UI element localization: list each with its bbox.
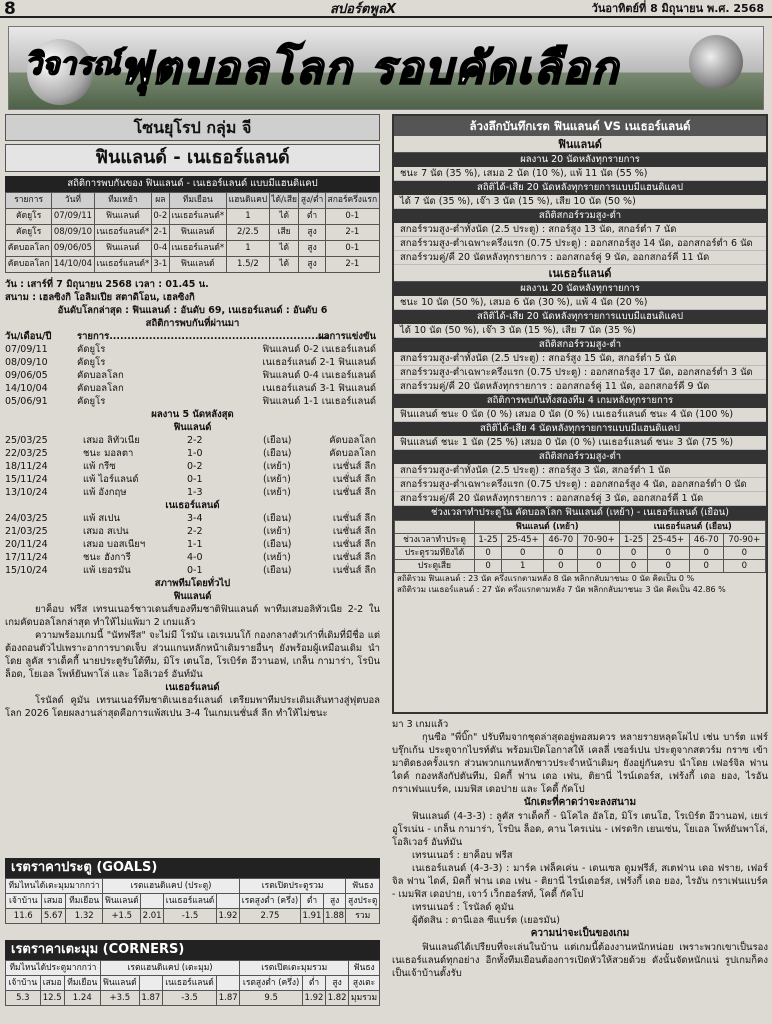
fin-paragraph-1: ยาค็อบ ฟรีส เทรนเนอร์ชาวเดนส์ของทีมชาติฟินแลนด์ พาทีมเสมอลิทัวเนีย 2-2 ในเกมคัดบอลโลกล่าสุด ทำให้ไม่แพ้มา 2 เกมแล้ว xyxy=(5,604,380,628)
table-row xyxy=(6,257,380,273)
odds-subheader: ต่ำ xyxy=(302,976,325,991)
fin-paragraph-2: ความพร้อมเกมนี้ "นัทฟรีส" จะไม่มี โรมัน เอเรเมนโก้ กองกลางตัวเก๋าที่เดิมที่มีชื่อ แต่ต้องถอนตัวไปเพราะอาการบาดเจ็บ ส่วนแกนหลักหน้าเดิมรายอื่นๆ ยังพร้อมผู้เหมือนเดิม นำโดย ลูคัส ราเด็คกี้ นายประตูรับใต้ทีม, มิโร เตนโฮ, โรเบิร์ต อีวานอฟ, เกล็น กามาร่า, โรบิน ล็อด, โยเอล โพห์ยันพาโล่ และ โอลิเวอร์ อันท์มัน xyxy=(5,630,380,680)
odds-value: 2.75 xyxy=(239,909,300,924)
fin-overall-label: ฟินแลนด์ xyxy=(173,591,212,602)
corners-odds-table: ทีมไหนได้ประตูมากกว่า เรตแฮนดิแคป (เตะมุม) เรตเปิดเตะมุมรวม ฟันธง เจ้าบ้าน เสมอ ทีมเยือน ฟินแลนด์ เนเธอร์แลนด์ เรตสูงต่ำ (ครึ่ง) ต่ำ สูง สูงเตะ 5.3 12.5 1.24 +3.5 1.87 -3.5 1.87 9.5 1.92 1.82 มุมรวม xyxy=(5,960,380,1006)
table-row xyxy=(6,225,380,241)
h2h-column-header: ผล xyxy=(152,193,169,209)
table-cell: 0-1 xyxy=(325,241,379,257)
odds-subheader: สูง xyxy=(326,976,349,991)
odds-subheader: ทีมเยือน xyxy=(66,894,103,909)
odds-value: 1.87 xyxy=(217,991,240,1006)
form-row: 25/03/25 เสมอ ลิทัวเนีย 2-2 (เยือน) คัดบอลโลก xyxy=(5,435,376,446)
table-cell: 0 xyxy=(502,547,544,560)
table-cell: เสีย xyxy=(269,225,299,241)
scoring-period-title: ช่วงเวลาทำประตูใน คัดบอลโลก ฟินแลนด์ (เหย้า) - เนเธอร์แลนด์ (เยือน) xyxy=(394,506,766,520)
form-row: 20/11/24 เสมอ บอสเนียฯ 1-1 (เยือน) เนชั่นส์ ลีก xyxy=(5,539,376,550)
table-cell: 09/06/05 xyxy=(52,241,94,257)
overall-title: สภาพทีมโดยทั่วไป xyxy=(154,578,231,589)
past-meeting-row: 05/06/91 คัดยูโร ฟินแลนด์ 1-1 เนเธอร์แลนด์ xyxy=(5,396,376,407)
odds-value: รวม xyxy=(346,909,380,924)
odds-subheader: ทีมเยือน xyxy=(64,976,100,991)
table-cell: 07/09/11 xyxy=(52,209,94,225)
ned-lineup: เนเธอร์แลนด์ (4-3-3) : มาร์ค เฟล็คเค่น - เดนเซล ดูมฟรีส์, สเตฟาน เดอ ฟราย, เฟอร์จิล ฟาน ไดค์, มิคกี้ ฟาน เดอ เฟน - ติยานี่ ไรน์เดอร์ส, เฟร้งกี้ เดอ ยอง, ไรอัน กราเฟนแบร์ค - เมมฟิส เดอปาย, เจาว์ เว็กฮอร์สท์, โคดี้ กัคโป xyxy=(392,863,768,900)
odds-value: 5.3 xyxy=(6,991,41,1006)
past-meeting-row: 08/09/10 คัดยูโร เนเธอร์แลนด์ 2-1 ฟินแลนด์ xyxy=(5,357,376,368)
h2h-column-header: รายการ xyxy=(6,193,52,209)
odds-value: 1.91 xyxy=(301,909,324,924)
table-cell: 08/09/10 xyxy=(52,225,94,241)
table-cell: 0 xyxy=(689,560,723,573)
banner-kicker: วิจารณ์ xyxy=(25,47,121,82)
table-cell: 0 xyxy=(723,547,765,560)
page-number: 8 xyxy=(4,0,16,19)
table-cell: 0 xyxy=(723,560,765,573)
h2h-table xyxy=(5,192,380,273)
period-column: 25-45+ xyxy=(502,534,544,547)
meetings-4-title: สถิติการพบกันทั้งสองทีม 4 เกมหลังทุกรายการ xyxy=(394,394,766,408)
odds-subheader xyxy=(217,976,240,991)
last5-title: ผลงาน 5 นัดหลังสุด xyxy=(151,409,234,420)
table-cell: 1 xyxy=(226,209,269,225)
odds-value: 1.82 xyxy=(326,991,349,1006)
table-cell: ได้ xyxy=(269,209,299,225)
right-article: มา 3 เกมแล้ว กุนซือ "พี่บิ๊ก" ปรับทีมจากชุดล่าสุดอยู่พอสมควร หลายรายหลุดโผไป เช่น บาร์ต แฟร์บรุ๊กเก้น ประตูจากไบรท์ตัน พร้อมเปิดโอกาสให้ เคลลี่ เซอร์เปน ประตูจากสตวร์ม กราซ เข้ามาติดธงครั้งแรก ส่วนพวกแกนหลักชาวประจำหน้าเดิมๆ ยังอยู่กันครบ นำโดย เฟอร์จิล ฟาน ไดค์ กองหลังกัปตันทีม, มิคกี้ ฟาน เดอ เฟน, ติยานี่ ไรน์เดอร์ส, เฟร้งกี้ เดอ ยอง, ไรอัน กราเฟนแบร์ค, เมมฟิส เดอปาย และ โคดี้ กัคโป นักเตะที่คาดว่าจะลงสนาม ฟินแลนด์ (4-3-3) : ลูคัส ราเด็คกี้ - นิโคไล อัลโฮ, มิโร เตนโฮ, โรเบิร์ต อีวานอฟ, เยเร่ อูโรเน่น - เกล็น กามาร่า, โรบิน ล็อด, คาน ไครเน่น - เฟรดริก เยนเซ่น, โยเอล โพห์ยันพาโล่, โอลิเวอร์ อันท์มัน เทรนเนอร์ : ยาค็อบ ฟรีส เนเธอร์แลนด์ (4-3-3) : มาร์ค เฟล็คเค่น - เดนเซล ดูมฟรีส์, สเตฟาน เดอ ฟราย, เฟอร์จิล ฟาน ไดค์, มิคกี้ ฟาน เดอ เฟน - ติยานี่ ไรน์เดอร์ส, เฟร้งกี้ เดอ ยอง, ไรอัน กราเฟนแบร์ค - เมมฟิส เดอปาย, เจาว์ เว็กฮอร์สท์, โคดี้ กัคโป เทรนเนอร์ : โรนัลด์ คูมัน ผู้ตัดสิน : ดานีเอล ซีแบร์ต (เยอรมัน) ความน่าจะเป็นของเกม ฟินแลนด์ได้เปรียบที่จะเล่นในบ้าน แต่เกมนี้ต้องงานหนักหน่อย เพราะพวกเขาเป็นรองเนเธอร์แลนด์ทุกอย่าง อีกทั้งทีมเยือนต้องการเปิดหัวให้สวยด้วย ดังนั้นจัดหนักแน่ รูปเกมก็คงเป็นเจ้าบ้านตั้งรับ xyxy=(392,719,768,979)
football-icon xyxy=(689,35,743,89)
stats-title: ล้วงลึกบันทึกเรต ฟินแลนด์ VS เนเธอร์แลนด์ xyxy=(394,116,766,136)
odds-value: มุมรวม xyxy=(349,991,380,1006)
table-cell: ประตูเสีย xyxy=(395,560,475,573)
table-cell: ฟินแลนด์ xyxy=(94,209,151,225)
odds-subheader: ต่ำ xyxy=(301,894,324,909)
title-banner xyxy=(8,26,764,110)
odds-subheader: สูง xyxy=(323,894,346,909)
table-cell: 0 xyxy=(544,547,578,560)
period-column: 70-90+ xyxy=(578,534,620,547)
odds-value: 12.5 xyxy=(40,991,64,1006)
stats-box: ล้วงลึกบันทึกเรต ฟินแลนด์ VS เนเธอร์แลนด์ ฟินแลนด์ ผลงาน 20 นัดหลังทุกรายการ ชนะ 7 นัด (35 %), เสมอ 2 นัด (10 %), แพ้ 11 นัด (55 %) สถิติได้-เสีย 20 นัดหลังทุกรายการแบบมีแฮนดิแคป ได้ 7 นัด (35 %), เจ๊า 3 นัด (15 %), เสีย 10 นัด (50 %) สถิติสกอร์รวมสูง-ต่ำ สกอร์รวมสูง-ต่ำทั้งนัด (2.5 ประตู) : สกอร์สูง 13 นัด, สกอร์ต่ำ 7 นัด สกอร์รวมสูง-ต่ำเฉพาะครึ่งแรก (0.75 ประตู) : ออกสกอร์สูง 14 นัด, ออกสกอร์ต่ำ 6 นัด สกอร์รวมคู่/คี่ 20 นัดหลังทุกรายการ : ออกสกอร์คู่ 9 นัด, ออกสกอร์คี่ 11 นัด เนเธอร์แลนด์ ผลงาน 20 นัดหลังทุกรายการ ชนะ 10 นัด (50 %), เสมอ 6 นัด (30 %), แพ้ 4 นัด (20 %) สถิติได้-เสีย 20 นัดหลังทุกรายการแบบมีแฮนดิแคป ได้ 10 นัด (50 %), เจ๊า 3 นัด (15 %), เสีย 7 นัด (35 %) สถิติสกอร์รวมสูง-ต่ำ สกอร์รวมสูง-ต่ำทั้งนัด (2.5 ประตู) : สกอร์สูง 15 นัด, สกอร์ต่ำ 5 นัด สกอร์รวมสูง-ต่ำเฉพาะครึ่งแรก (0.75 ประตู) : ออกสกอร์สูง 17 นัด, ออกสกอร์ต่ำ 3 นัด สกอร์รวมคู่/คี่ 20 นัดหลังทุกรายการ : ออกสกอร์คู่ 11 นัด, ออกสกอร์คี่ 9 นัด สถิติการพบกันทั้งสองทีม 4 เกมหลังทุกรายการ ฟินแลนด์ ชนะ 0 นัด (0 %) เสมอ 0 นัด (0 %) เนเธอร์แลนด์ ชนะ 4 นัด (100 %) สถิติได้-เสีย 4 นัดหลังทุกรายการแบบมีแฮนดิแคป ฟินแลนด์ ชนะ 1 นัด (25 %) เสมอ 0 นัด (0 %) เนเธอร์แลนด์ ชนะ 3 นัด (75 %) สถิติสกอร์รวมสูง-ต่ำ สกอร์รวมสูง-ต่ำทั้งนัด (2.5 ประตู) : สกอร์สูง 3 นัด, สกอร์ต่ำ 1 นัด สกอร์รวมสูง-ต่ำเฉพาะครึ่งแรก (0.75 ประตู) : ออกสกอร์สูง 4 นัด, ออกสกอร์ต่ำ 0 นัด สกอร์รวมคู่/คี่ 20 นัดหลังทุกรายการ : ออกสกอร์คู่ 3 นัด, ออกสกอร์คี่ 1 นัด ช่วงเวลาทำประตูใน คัดบอลโลก ฟินแลนด์ (เหย้า) - เนเธอร์แลนด์ (เยือน) ฟินแลนด์ (เหย้า) เนเธอร์แลนด์ (เยือน) ช่วงเวลาทำประตู 1-25 25-45+ 46-70 70-90+ 1-25 25-45+ 46-70 70-90+ ประตูรวมที่ยิงได้ 0 0 0 0 0 0 0 0 ประตูเสีย 0 1 0 0 0 0 0 0 สถิติรวม ฟินแลนด์ : 23 นัด ครึ่งแรกตามหลัง 8 นัด พลิกกลับมาชนะ 0 นัด คิดเป็น 0 % สถิติรวม เนเธอร์แลนด์ : 27 นัด ครึ่งแรกตามหลัง 7 นัด พลิกกลับมาชนะ 3 นัด คิดเป็น 42.86 % xyxy=(392,114,768,714)
odds-subheader: เนเธอร์แลนด์ xyxy=(162,976,216,991)
table-cell: 0-2 xyxy=(152,209,169,225)
table-cell: ประตูรวมที่ยิงได้ xyxy=(395,547,475,560)
table-cell: 0 xyxy=(544,560,578,573)
table-cell: 2/2.5 xyxy=(226,225,269,241)
past-meetings-header: วัน/เดือน/ปี รายการ............................................................. ผลการแข่งขัน xyxy=(5,331,376,342)
squad-paragraph: กุนซือ "พี่บิ๊ก" ปรับทีมจากชุดล่าสุดอยู่พอสมควร หลายรายหลุดโผไป เช่น บาร์ต แฟร์บรุ๊กเก้น ประตูจากไบรท์ตัน พร้อมเปิดโอกาสให้ เคลลี่ เซอร์เปน ประตูจากสตวร์ม กราซ เข้ามาติดธงครั้งแรก ส่วนพวกแกนหลักชาวประจำหน้าเดิมๆ ยังอยู่กันครบ นำโดย เฟอร์จิล ฟาน ไดค์ กองหลังกัปตันทีม, มิคกี้ ฟาน เดอ เฟน, ติยานี่ ไรน์เดอร์ส, เฟร้งกี้ เดอ ยอง, ไรอัน กราเฟนแบร์ค, เมมฟิส เดอปาย และ โคดี้ กัคโป xyxy=(392,732,768,795)
h2h-column-header: ทีมเยือน xyxy=(169,193,226,209)
venue: สนาม : เฮลซิงกิ โอลิมเปีย สตาดิโอน, เฮลซิงกิ xyxy=(5,292,195,303)
table-cell: 0 xyxy=(620,560,647,573)
match-heading: ฟินแลนด์ - เนเธอร์แลนด์ xyxy=(5,144,380,172)
fin-lineup: ฟินแลนด์ (4-3-3) : ลูคัส ราเด็คกี้ - นิโคไล อัลโฮ, มิโร เตนโฮ, โรเบิร์ต อีวานอฟ, เยเร่ อูโรเน่น - เกล็น กามาร่า, โรบิน ล็อด, คาน ไครเน่น - เฟรดริก เยนเซ่น, โยเอล โพห์ยันพาโล่, โอลิเวอร์ อันท์มัน xyxy=(392,811,768,848)
table-cell: 1 xyxy=(502,560,544,573)
odds-value: 1.32 xyxy=(66,909,103,924)
table-cell: 1.5/2 xyxy=(226,257,269,273)
table-cell: 3-1 xyxy=(152,257,169,273)
table-cell: เนเธอร์แลนด์* xyxy=(169,209,226,225)
table-row xyxy=(6,209,380,225)
table-cell: คัดยูโร xyxy=(6,209,52,225)
corners-odds-box xyxy=(5,940,380,1006)
period-column: 70-90+ xyxy=(723,534,765,547)
table-cell: สูง xyxy=(299,225,325,241)
table-cell: เนเธอร์แลนด์* xyxy=(169,241,226,257)
odds-subheader: เนเธอร์แลนด์ xyxy=(163,894,216,909)
odds-subheader xyxy=(217,894,240,909)
odds-value: -3.5 xyxy=(162,991,216,1006)
page-header xyxy=(0,0,772,18)
period-column: ช่วงเวลาทำประตู xyxy=(395,534,475,547)
odds-value: 5.67 xyxy=(41,909,66,924)
lineup-title: นักเตะที่คาดว่าจะลงสนาม xyxy=(523,797,637,808)
goals-odds-table: ทีมไหนได้เตะมุมมากกว่า เรตแฮนดิแคป (ประตู) เรตเปิดประตูรวม ฟันธง เจ้าบ้าน เสมอ ทีมเยือน ฟินแลนด์ เนเธอร์แลนด์ เรตสูงต่ำ (ครึ่ง) ต่ำ สูง สูงประตู 11.6 5.67 1.32 +1.5 2.01 -1.5 1.92 2.75 1.91 1.88 รวม xyxy=(5,878,380,924)
ned-overall-label: เนเธอร์แลนด์ xyxy=(165,682,220,693)
odds-value: 1.92 xyxy=(302,991,325,1006)
table-cell: 0 xyxy=(474,547,501,560)
past-meetings-title: สถิติการพบกันที่ผ่านมา xyxy=(145,318,240,329)
zone-heading: โซนยุโรป กลุ่ม จี xyxy=(5,114,380,141)
corners-odds-title: เรตราคาเตะมุม (CORNERS) xyxy=(5,940,380,960)
past-meeting-row: 07/09/11 คัดยูโร ฟินแลนด์ 0-2 เนเธอร์แลนด์ xyxy=(5,344,376,355)
table-cell: 0 xyxy=(689,547,723,560)
table-cell: 0 xyxy=(578,560,620,573)
ned-stats-label: เนเธอร์แลนด์ xyxy=(394,265,766,282)
ned-last5-label: เนเธอร์แลนด์ xyxy=(165,500,220,511)
left-column xyxy=(5,114,380,726)
table-cell: 2-1 xyxy=(152,225,169,241)
form-row: 24/03/25 แพ้ สเปน 3-4 (เยือน) เนชั่นส์ ลีก xyxy=(5,513,376,524)
table-cell: 0 xyxy=(474,560,501,573)
table-cell: ฟินแลนด์ xyxy=(169,257,226,273)
odds-value: 1.88 xyxy=(323,909,346,924)
odds-subheader: ฟินแลนด์ xyxy=(103,894,141,909)
chance-title: ความน่าจะเป็นของเกม xyxy=(530,928,630,939)
h2h-column-header: สกอร์ครึ่งแรก xyxy=(325,193,379,209)
table-cell: 1 xyxy=(226,241,269,257)
ned-form-20: ชนะ 10 นัด (50 %), เสมอ 6 นัด (30 %), แพ้ 4 นัด (20 %) xyxy=(394,296,766,310)
table-cell: 0-4 xyxy=(152,241,169,257)
table-cell: 0 xyxy=(647,547,689,560)
form-row: 17/11/24 ชนะ ฮังการี 4-0 (เหย้า) เนชั่นส์ ลีก xyxy=(5,552,376,563)
table-row xyxy=(6,241,380,257)
period-column: 46-70 xyxy=(544,534,578,547)
chance-paragraph: ฟินแลนด์ได้เปรียบที่จะเล่นในบ้าน แต่เกมนี้ต้องงานหนักหน่อย เพราะพวกเขาเป็นรองเนเธอร์แลนด์ทุกอย่าง อีกทั้งทีมเยือนต้องการเปิดหัวให้สวยด้วย ดังนั้นจัดหนักแน่ รูปเกมก็คงเป็นเจ้าบ้านตั้งรับ xyxy=(392,942,768,979)
odds-value: 2.01 xyxy=(141,909,164,924)
fin-stats-label: ฟินแลนด์ xyxy=(394,136,766,153)
odds-value: +3.5 xyxy=(100,991,139,1006)
odds-value: -1.5 xyxy=(163,909,216,924)
h2h-column-header: วันที่ xyxy=(52,193,94,209)
goals-odds-title: เรตราคาประตู (GOALS) xyxy=(5,858,380,878)
table-cell: สูง xyxy=(299,257,325,273)
odds-subheader: เสมอ xyxy=(40,976,64,991)
table-cell: คัดบอลโลก xyxy=(6,241,52,257)
form-row: 21/03/25 เสมอ สเปน 2-2 (เหย้า) เนชั่นส์ ลีก xyxy=(5,526,376,537)
table-cell: 2-1 xyxy=(325,257,379,273)
odds-subheader xyxy=(141,894,164,909)
issue-date: วันอาทิตย์ที่ 8 มิถุนายน พ.ศ. 2568 xyxy=(591,2,764,15)
ned-paragraph-1: โรนัลด์ คูมัน เทรนเนอร์ทีมชาติเนเธอร์แลนด์ เตรียมพาทีมประเดิมเส้นทางสู่ฟุตบอลโลก 2026 โดยผลงานล่าสุดคือการแพ้สเปน 3-4 ในเกมเนชั่นส์ ลีก ทำให้ไม่ชนะ xyxy=(5,695,380,719)
past-meeting-row: 14/10/04 คัดบอลโลก เนเธอร์แลนด์ 3-1 ฟินแลนด์ xyxy=(5,383,376,394)
fin-coach: เทรนเนอร์ : ยาค็อบ ฟรีส xyxy=(412,850,513,861)
fin-handicap-20: ได้ 7 นัด (35 %), เจ๊า 3 นัด (15 %), เสีย 10 นัด (50 %) xyxy=(394,195,766,209)
fin-comeback-stat: สถิติรวม ฟินแลนด์ : 23 นัด ครึ่งแรกตามหลัง 8 นัด พลิกกลับมาชนะ 0 นัด คิดเป็น 0 % xyxy=(397,574,695,583)
odds-value: 9.5 xyxy=(240,991,303,1006)
table-row xyxy=(395,547,766,560)
form-row: 18/11/24 แพ้ กรีซ 0-2 (เหย้า) เนชั่นส์ ลีก xyxy=(5,461,376,472)
brand-logo: สปอร์ตพูลX xyxy=(330,2,396,17)
banner-title: ฟุตบอลโลก รอบคัดเลือก xyxy=(119,43,620,94)
odds-subheader: เจ้าบ้าน xyxy=(6,894,42,909)
table-cell: สูง xyxy=(299,241,325,257)
ned-comeback-stat: สถิติรวม เนเธอร์แลนด์ : 27 นัด ครึ่งแรกตามหลัง 7 นัด พลิกกลับมาชนะ 3 นัด คิดเป็น 42.86 % xyxy=(397,585,726,594)
form-row: 15/10/24 แพ้ เยอรมัน 0-1 (เยือน) เนชั่นส์ ลีก xyxy=(5,565,376,576)
table-row xyxy=(395,560,766,573)
table-cell: เนเธอร์แลนด์* xyxy=(94,257,151,273)
period-column: 1-25 xyxy=(474,534,501,547)
fin-last5-label: ฟินแลนด์ xyxy=(173,422,212,433)
table-cell: 2-1 xyxy=(325,225,379,241)
odds-value: 1.87 xyxy=(139,991,162,1006)
form-row: 22/03/25 ชนะ มอลตา 1-0 (เยือน) คัดบอลโลก xyxy=(5,448,376,459)
fin-form-20: ชนะ 7 นัด (35 %), เสมอ 2 นัด (10 %), แพ้ 11 นัด (55 %) xyxy=(394,167,766,181)
h2h-column-header: ทีมเหย้า xyxy=(94,193,151,209)
odds-subheader: สูงเตะ xyxy=(349,976,380,991)
period-column: 46-70 xyxy=(689,534,723,547)
form-row: 13/10/24 แพ้ อังกฤษ 1-3 (เหย้า) เนชั่นส์ ลีก xyxy=(5,487,376,498)
table-cell: 0 xyxy=(620,547,647,560)
period-column: 1-25 xyxy=(620,534,647,547)
odds-value: 11.6 xyxy=(6,909,42,924)
odds-subheader: สูงประตู xyxy=(346,894,380,909)
table-cell: 14/10/04 xyxy=(52,257,94,273)
odds-subheader: เสมอ xyxy=(41,894,66,909)
h2h-column-header: สูง/ต่ำ xyxy=(299,193,325,209)
form-row: 15/11/24 แพ้ ไอร์แลนด์ 0-1 (เหย้า) เนชั่นส์ ลีก xyxy=(5,474,376,485)
table-cell: ได้ xyxy=(269,257,299,273)
odds-value: 1.24 xyxy=(64,991,100,1006)
table-cell: ฟินแลนด์ xyxy=(94,241,151,257)
odds-subheader: เรตสูงต่ำ (ครึ่ง) xyxy=(240,976,303,991)
past-meeting-row: 09/06/05 คัดบอลโลก ฟินแลนด์ 0-4 เนเธอร์แลนด์ xyxy=(5,370,376,381)
table-cell: 0-1 xyxy=(325,209,379,225)
kickoff-time: วัน : เสาร์ที่ 7 มิถุนายน 2568 เวลา : 01.45 น. xyxy=(5,279,209,290)
h2h-column-header: ได้/เสีย xyxy=(269,193,299,209)
goals-odds-box xyxy=(5,858,380,924)
odds-value: +1.5 xyxy=(103,909,141,924)
table-cell: เนเธอร์แลนด์* xyxy=(94,225,151,241)
odds-subheader: ฟินแลนด์ xyxy=(100,976,139,991)
referee: ผู้ตัดสิน : ดานีเอล ซีแบร์ต (เยอรมัน) xyxy=(412,915,560,926)
table-cell: ต่ำ xyxy=(299,209,325,225)
odds-subheader: เรตสูงต่ำ (ครึ่ง) xyxy=(239,894,300,909)
world-ranking: อันดับโลกล่าสุด : ฟินแลนด์ : อันดับ 69, เนเธอร์แลนด์ : อันดับ 6 xyxy=(57,305,328,316)
odds-subheader: เจ้าบ้าน xyxy=(6,976,41,991)
odds-value: 1.92 xyxy=(217,909,240,924)
h2h-title: สถิติการพบกันของ ฟินแลนด์ - เนเธอร์แลนด์ แบบมีแฮนดิแคป xyxy=(5,176,380,192)
h2h-column-header: แฮนดิแคป xyxy=(226,193,269,209)
ned-handicap-20: ได้ 10 นัด (50 %), เจ๊า 3 นัด (15 %), เสีย 7 นัด (35 %) xyxy=(394,324,766,338)
ned-coach: เทรนเนอร์ : โรนัลด์ คูมัน xyxy=(412,902,514,913)
table-cell: ฟินแลนด์ xyxy=(169,225,226,241)
odds-subheader xyxy=(139,976,162,991)
table-cell: 0 xyxy=(647,560,689,573)
table-cell: คัดยูโร xyxy=(6,225,52,241)
table-cell: ได้ xyxy=(269,241,299,257)
scoring-period-table: ฟินแลนด์ (เหย้า) เนเธอร์แลนด์ (เยือน) ช่วงเวลาทำประตู 1-25 25-45+ 46-70 70-90+ 1-25 25-45+ 46-70 70-90+ ประตูรวมที่ยิงได้ 0 0 0 0 0 0 0 0 ประตูเสีย 0 1 0 0 0 0 0 0 xyxy=(394,520,766,573)
period-column: 25-45+ xyxy=(647,534,689,547)
table-cell: คัดบอลโลก xyxy=(6,257,52,273)
table-cell: 0 xyxy=(578,547,620,560)
match-info xyxy=(5,278,380,720)
